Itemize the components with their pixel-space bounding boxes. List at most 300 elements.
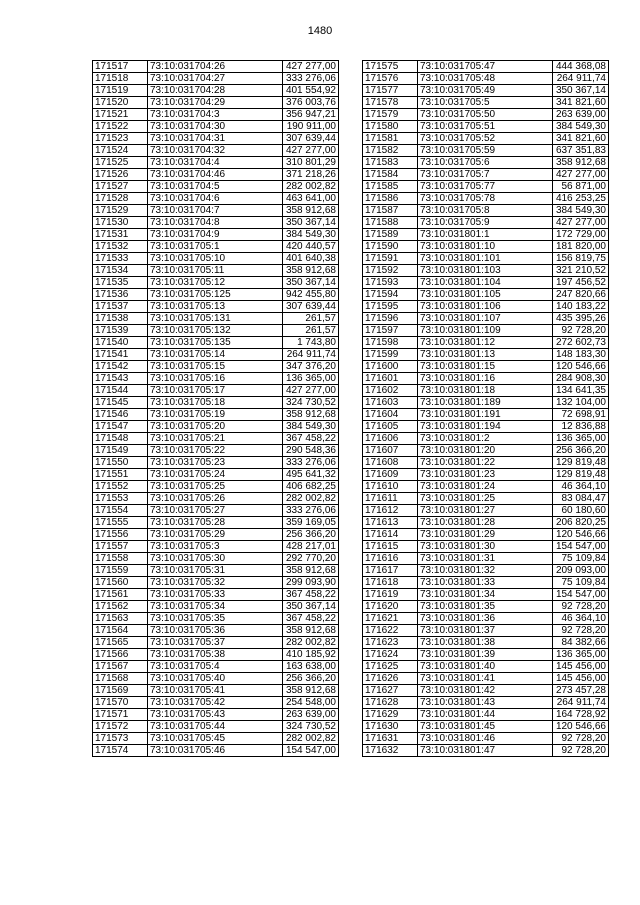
cadastral-number-cell: 73:10:031705:38 <box>148 649 283 661</box>
record-number-cell: 171537 <box>93 301 148 313</box>
cadastral-number-cell: 73:10:031704:9 <box>148 229 283 241</box>
record-number-cell: 171529 <box>93 205 148 217</box>
record-number-cell: 171559 <box>93 565 148 577</box>
cadastral-number-cell: 73:10:031801:109 <box>418 325 553 337</box>
cadastral-number-cell: 73:10:031705:4 <box>148 661 283 673</box>
table-row <box>93 121 339 133</box>
table-row <box>363 577 609 589</box>
record-number-cell: 171622 <box>363 625 418 637</box>
cadastral-number-cell: 73:10:031704:7 <box>148 205 283 217</box>
value-cell: 120 546,66 <box>553 721 609 733</box>
value-cell: 190 911,00 <box>283 121 339 133</box>
value-cell: 163 638,00 <box>283 661 339 673</box>
record-number-cell: 171603 <box>363 397 418 409</box>
table-row <box>363 673 609 685</box>
cadastral-number-cell: 73:10:031705:43 <box>148 709 283 721</box>
record-number-cell: 171569 <box>93 685 148 697</box>
value-cell: 384 549,30 <box>283 421 339 433</box>
record-number-cell: 171610 <box>363 481 418 493</box>
value-cell: 145 456,00 <box>553 673 609 685</box>
value-cell: 401 554,92 <box>283 85 339 97</box>
record-number-cell: 171525 <box>93 157 148 169</box>
value-cell: 264 911,74 <box>283 349 339 361</box>
record-number-cell: 171532 <box>93 241 148 253</box>
table-row <box>93 169 339 181</box>
table-row <box>93 529 339 541</box>
record-number-cell: 171629 <box>363 709 418 721</box>
table-row <box>363 685 609 697</box>
value-cell: 427 277,00 <box>283 145 339 157</box>
value-cell: 264 911,74 <box>553 73 609 85</box>
cadastral-number-cell: 73:10:031704:26 <box>148 61 283 73</box>
table-row <box>93 685 339 697</box>
table-row <box>93 433 339 445</box>
value-cell: 140 183,22 <box>553 301 609 313</box>
record-number-cell: 171553 <box>93 493 148 505</box>
cadastral-number-cell: 73:10:031705:27 <box>148 505 283 517</box>
table-row <box>93 397 339 409</box>
value-cell: 410 185,92 <box>283 649 339 661</box>
value-cell: 56 871,00 <box>553 181 609 193</box>
cadastral-number-cell: 73:10:031705:16 <box>148 373 283 385</box>
record-number-cell: 171549 <box>93 445 148 457</box>
cadastral-number-cell: 73:10:031801:31 <box>418 553 553 565</box>
value-cell: 264 911,74 <box>553 697 609 709</box>
cadastral-number-cell: 73:10:031705:18 <box>148 397 283 409</box>
cadastral-number-cell: 73:10:031801:24 <box>418 481 553 493</box>
value-cell: 92 728,20 <box>553 601 609 613</box>
record-number-cell: 171600 <box>363 361 418 373</box>
value-cell: 416 253,25 <box>553 193 609 205</box>
value-cell: 333 276,06 <box>283 73 339 85</box>
table-row <box>363 589 609 601</box>
cadastral-number-cell: 73:10:031705:32 <box>148 577 283 589</box>
table-row <box>363 61 609 73</box>
table-row <box>93 229 339 241</box>
value-cell: 367 458,22 <box>283 589 339 601</box>
table-row <box>93 469 339 481</box>
registry-table-right <box>362 60 609 757</box>
record-number-cell: 171542 <box>93 361 148 373</box>
record-number-cell: 171586 <box>363 193 418 205</box>
cadastral-number-cell: 73:10:031801:20 <box>418 445 553 457</box>
value-cell: 206 820,25 <box>553 517 609 529</box>
record-number-cell: 171591 <box>363 253 418 265</box>
cadastral-number-cell: 73:10:031704:30 <box>148 121 283 133</box>
cadastral-number-cell: 73:10:031705:135 <box>148 337 283 349</box>
table-row <box>363 433 609 445</box>
cadastral-number-cell: 73:10:031705:24 <box>148 469 283 481</box>
record-number-cell: 171628 <box>363 697 418 709</box>
table-row <box>93 157 339 169</box>
table-row <box>363 421 609 433</box>
record-number-cell: 171566 <box>93 649 148 661</box>
value-cell: 136 365,00 <box>553 433 609 445</box>
cadastral-number-cell: 73:10:031705:29 <box>148 529 283 541</box>
value-cell: 358 912,68 <box>283 565 339 577</box>
cadastral-number-cell: 73:10:031704:31 <box>148 133 283 145</box>
record-number-cell: 171602 <box>363 385 418 397</box>
table-row <box>363 373 609 385</box>
record-number-cell: 171612 <box>363 505 418 517</box>
record-number-cell: 171594 <box>363 289 418 301</box>
value-cell: 310 801,29 <box>283 157 339 169</box>
cadastral-number-cell: 73:10:031705:19 <box>148 409 283 421</box>
value-cell: 92 728,20 <box>553 733 609 745</box>
table-row <box>363 541 609 553</box>
value-cell: 256 366,20 <box>283 529 339 541</box>
record-number-cell: 171520 <box>93 97 148 109</box>
value-cell: 427 277,00 <box>553 217 609 229</box>
record-number-cell: 171615 <box>363 541 418 553</box>
cadastral-number-cell: 73:10:031705:51 <box>418 121 553 133</box>
table-row <box>363 253 609 265</box>
record-number-cell: 171547 <box>93 421 148 433</box>
cadastral-number-cell: 73:10:031705:59 <box>418 145 553 157</box>
cadastral-number-cell: 73:10:031801:22 <box>418 457 553 469</box>
record-number-cell: 171596 <box>363 313 418 325</box>
cadastral-number-cell: 73:10:031705:46 <box>148 745 283 757</box>
table-row <box>93 253 339 265</box>
record-number-cell: 171521 <box>93 109 148 121</box>
cadastral-number-cell: 73:10:031801:34 <box>418 589 553 601</box>
registry-table-left <box>92 60 339 757</box>
value-cell: 46 364,10 <box>553 613 609 625</box>
value-cell: 136 365,00 <box>553 649 609 661</box>
cadastral-number-cell: 73:10:031705:5 <box>418 97 553 109</box>
table-row <box>363 85 609 97</box>
record-number-cell: 171577 <box>363 85 418 97</box>
record-number-cell: 171626 <box>363 673 418 685</box>
cadastral-number-cell: 73:10:031801:30 <box>418 541 553 553</box>
record-number-cell: 171632 <box>363 745 418 757</box>
table-row <box>363 109 609 121</box>
value-cell: 197 456,52 <box>553 277 609 289</box>
cadastral-number-cell: 73:10:031801:18 <box>418 385 553 397</box>
cadastral-number-cell: 73:10:031705:20 <box>148 421 283 433</box>
table-row <box>363 157 609 169</box>
table-row <box>363 121 609 133</box>
record-number-cell: 171579 <box>363 109 418 121</box>
table-row <box>363 529 609 541</box>
record-number-cell: 171556 <box>93 529 148 541</box>
table-row <box>93 217 339 229</box>
record-number-cell: 171530 <box>93 217 148 229</box>
table-row <box>93 517 339 529</box>
value-cell: 420 440,57 <box>283 241 339 253</box>
cadastral-number-cell: 73:10:031705:25 <box>148 481 283 493</box>
value-cell: 83 084,47 <box>553 493 609 505</box>
value-cell: 435 395,26 <box>553 313 609 325</box>
record-number-cell: 171570 <box>93 697 148 709</box>
table-row <box>363 385 609 397</box>
value-cell: 376 003,76 <box>283 97 339 109</box>
cadastral-number-cell: 73:10:031705:48 <box>418 73 553 85</box>
table-row <box>93 541 339 553</box>
value-cell: 282 002,82 <box>283 733 339 745</box>
value-cell: 129 819,48 <box>553 469 609 481</box>
record-number-cell: 171598 <box>363 337 418 349</box>
table-row <box>363 241 609 253</box>
record-number-cell: 171578 <box>363 97 418 109</box>
record-number-cell: 171522 <box>93 121 148 133</box>
value-cell: 321 210,52 <box>553 265 609 277</box>
cadastral-number-cell: 73:10:031704:29 <box>148 97 283 109</box>
cadastral-number-cell: 73:10:031705:52 <box>418 133 553 145</box>
value-cell: 350 367,14 <box>283 277 339 289</box>
cadastral-number-cell: 73:10:031705:21 <box>148 433 283 445</box>
cadastral-number-cell: 73:10:031704:6 <box>148 193 283 205</box>
record-number-cell: 171595 <box>363 301 418 313</box>
cadastral-number-cell: 73:10:031801:47 <box>418 745 553 757</box>
record-number-cell: 171519 <box>93 85 148 97</box>
table-row <box>363 649 609 661</box>
value-cell: 358 912,68 <box>283 265 339 277</box>
value-cell: 256 366,20 <box>283 673 339 685</box>
cadastral-number-cell: 73:10:031801:107 <box>418 313 553 325</box>
value-cell: 356 947,21 <box>283 109 339 121</box>
cadastral-number-cell: 73:10:031705:6 <box>418 157 553 169</box>
table-row <box>93 565 339 577</box>
record-number-cell: 171545 <box>93 397 148 409</box>
cadastral-number-cell: 73:10:031705:131 <box>148 313 283 325</box>
cadastral-number-cell: 73:10:031705:49 <box>418 85 553 97</box>
value-cell: 384 549,30 <box>283 229 339 241</box>
value-cell: 495 641,32 <box>283 469 339 481</box>
value-cell: 261,57 <box>283 313 339 325</box>
record-number-cell: 171526 <box>93 169 148 181</box>
value-cell: 272 602,73 <box>553 337 609 349</box>
record-number-cell: 171552 <box>93 481 148 493</box>
value-cell: 181 820,00 <box>553 241 609 253</box>
cadastral-number-cell: 73:10:031801:42 <box>418 685 553 697</box>
cadastral-number-cell: 73:10:031705:15 <box>148 361 283 373</box>
cadastral-number-cell: 73:10:031801:29 <box>418 529 553 541</box>
record-number-cell: 171540 <box>93 337 148 349</box>
value-cell: 154 547,00 <box>283 745 339 757</box>
value-cell: 284 908,30 <box>553 373 609 385</box>
table-row <box>93 601 339 613</box>
table-row <box>93 349 339 361</box>
cadastral-number-cell: 73:10:031705:77 <box>418 181 553 193</box>
value-cell: 333 276,06 <box>283 457 339 469</box>
value-cell: 367 458,22 <box>283 433 339 445</box>
record-number-cell: 171605 <box>363 421 418 433</box>
value-cell: 282 002,82 <box>283 637 339 649</box>
record-number-cell: 171517 <box>93 61 148 73</box>
cadastral-number-cell: 73:10:031704:8 <box>148 217 283 229</box>
record-number-cell: 171548 <box>93 433 148 445</box>
record-number-cell: 171534 <box>93 265 148 277</box>
record-number-cell: 171624 <box>363 649 418 661</box>
record-number-cell: 171592 <box>363 265 418 277</box>
value-cell: 84 382,66 <box>553 637 609 649</box>
value-cell: 120 546,66 <box>553 529 609 541</box>
cadastral-number-cell: 73:10:031801:36 <box>418 613 553 625</box>
value-cell: 341 821,60 <box>553 97 609 109</box>
record-number-cell: 171531 <box>93 229 148 241</box>
value-cell: 60 180,60 <box>553 505 609 517</box>
cadastral-number-cell: 73:10:031801:32 <box>418 565 553 577</box>
cadastral-number-cell: 73:10:031801:38 <box>418 637 553 649</box>
table-row <box>363 721 609 733</box>
cadastral-number-cell: 73:10:031801:13 <box>418 349 553 361</box>
record-number-cell: 171623 <box>363 637 418 649</box>
table-row <box>93 421 339 433</box>
table-row <box>93 505 339 517</box>
cadastral-number-cell: 73:10:031705:11 <box>148 265 283 277</box>
value-cell: 145 456,00 <box>553 661 609 673</box>
value-cell: 307 639,44 <box>283 301 339 313</box>
record-number-cell: 171597 <box>363 325 418 337</box>
table-row <box>363 193 609 205</box>
cadastral-number-cell: 73:10:031705:3 <box>148 541 283 553</box>
record-number-cell: 171536 <box>93 289 148 301</box>
value-cell: 299 093,90 <box>283 577 339 589</box>
cadastral-number-cell: 73:10:031705:17 <box>148 385 283 397</box>
record-number-cell: 171554 <box>93 505 148 517</box>
table-row <box>363 733 609 745</box>
value-cell: 427 277,00 <box>283 61 339 73</box>
table-row <box>363 133 609 145</box>
cadastral-number-cell: 73:10:031801:103 <box>418 265 553 277</box>
record-number-cell: 171584 <box>363 169 418 181</box>
cadastral-number-cell: 73:10:031705:33 <box>148 589 283 601</box>
record-number-cell: 171541 <box>93 349 148 361</box>
table-row <box>93 109 339 121</box>
value-cell: 154 547,00 <box>553 589 609 601</box>
value-cell: 120 546,66 <box>553 361 609 373</box>
cadastral-number-cell: 73:10:031705:45 <box>148 733 283 745</box>
table-row <box>363 289 609 301</box>
table-row <box>363 301 609 313</box>
record-number-cell: 171627 <box>363 685 418 697</box>
cadastral-number-cell: 73:10:031705:37 <box>148 637 283 649</box>
record-number-cell: 171550 <box>93 457 148 469</box>
record-number-cell: 171523 <box>93 133 148 145</box>
cadastral-number-cell: 73:10:031705:36 <box>148 625 283 637</box>
value-cell: 92 728,20 <box>553 325 609 337</box>
table-row <box>93 613 339 625</box>
record-number-cell: 171607 <box>363 445 418 457</box>
cadastral-number-cell: 73:10:031704:3 <box>148 109 283 121</box>
record-number-cell: 171630 <box>363 721 418 733</box>
record-number-cell: 171606 <box>363 433 418 445</box>
table-row <box>93 301 339 313</box>
record-number-cell: 171601 <box>363 373 418 385</box>
record-number-cell: 171560 <box>93 577 148 589</box>
cadastral-number-cell: 73:10:031704:5 <box>148 181 283 193</box>
table-row <box>363 205 609 217</box>
record-number-cell: 171535 <box>93 277 148 289</box>
cadastral-number-cell: 73:10:031801:2 <box>418 433 553 445</box>
cadastral-number-cell: 73:10:031705:14 <box>148 349 283 361</box>
value-cell: 358 912,68 <box>283 205 339 217</box>
table-row <box>363 709 609 721</box>
cadastral-number-cell: 73:10:031801:1 <box>418 229 553 241</box>
cadastral-number-cell: 73:10:031801:45 <box>418 721 553 733</box>
record-number-cell: 171583 <box>363 157 418 169</box>
record-number-cell: 171582 <box>363 145 418 157</box>
record-number-cell: 171621 <box>363 613 418 625</box>
record-number-cell: 171573 <box>93 733 148 745</box>
value-cell: 263 639,00 <box>283 709 339 721</box>
table-row <box>363 469 609 481</box>
cadastral-number-cell: 73:10:031705:1 <box>148 241 283 253</box>
record-number-cell: 171567 <box>93 661 148 673</box>
record-number-cell: 171574 <box>93 745 148 757</box>
value-cell: 324 730,52 <box>283 721 339 733</box>
value-cell: 1 743,80 <box>283 337 339 349</box>
cadastral-number-cell: 73:10:031801:16 <box>418 373 553 385</box>
table-row <box>363 397 609 409</box>
table-row <box>93 721 339 733</box>
value-cell: 324 730,52 <box>283 397 339 409</box>
record-number-cell: 171618 <box>363 577 418 589</box>
cadastral-number-cell: 73:10:031705:78 <box>418 193 553 205</box>
cadastral-number-cell: 73:10:031801:101 <box>418 253 553 265</box>
cadastral-number-cell: 73:10:031801:25 <box>418 493 553 505</box>
value-cell: 637 351,83 <box>553 145 609 157</box>
record-number-cell: 171533 <box>93 253 148 265</box>
record-number-cell: 171527 <box>93 181 148 193</box>
table-row <box>363 325 609 337</box>
value-cell: 164 728,92 <box>553 709 609 721</box>
value-cell: 282 002,82 <box>283 493 339 505</box>
value-cell: 92 728,20 <box>553 745 609 757</box>
table-row <box>363 313 609 325</box>
record-number-cell: 171608 <box>363 457 418 469</box>
table-row <box>93 457 339 469</box>
record-number-cell: 171588 <box>363 217 418 229</box>
value-cell: 358 912,68 <box>283 685 339 697</box>
record-number-cell: 171604 <box>363 409 418 421</box>
value-cell: 12 836,88 <box>553 421 609 433</box>
cadastral-number-cell: 73:10:031801:33 <box>418 577 553 589</box>
cadastral-number-cell: 73:10:031801:35 <box>418 601 553 613</box>
record-number-cell: 171611 <box>363 493 418 505</box>
cadastral-number-cell: 73:10:031801:191 <box>418 409 553 421</box>
cadastral-number-cell: 73:10:031801:10 <box>418 241 553 253</box>
table-row <box>363 457 609 469</box>
value-cell: 307 639,44 <box>283 133 339 145</box>
record-number-cell: 171613 <box>363 517 418 529</box>
value-cell: 406 682,25 <box>283 481 339 493</box>
cadastral-number-cell: 73:10:031704:4 <box>148 157 283 169</box>
cadastral-number-cell: 73:10:031705:28 <box>148 517 283 529</box>
cadastral-number-cell: 73:10:031801:43 <box>418 697 553 709</box>
record-number-cell: 171609 <box>363 469 418 481</box>
value-cell: 371 218,26 <box>283 169 339 181</box>
table-row <box>93 373 339 385</box>
value-cell: 129 819,48 <box>553 457 609 469</box>
table-row <box>363 493 609 505</box>
value-cell: 92 728,20 <box>553 625 609 637</box>
value-cell: 263 639,00 <box>553 109 609 121</box>
record-number-cell: 171625 <box>363 661 418 673</box>
value-cell: 350 367,14 <box>283 217 339 229</box>
cadastral-number-cell: 73:10:031801:27 <box>418 505 553 517</box>
value-cell: 282 002,82 <box>283 181 339 193</box>
table-row <box>93 745 339 757</box>
value-cell: 209 093,00 <box>553 565 609 577</box>
table-row <box>93 289 339 301</box>
record-number-cell: 171565 <box>93 637 148 649</box>
table-row <box>363 217 609 229</box>
table-row <box>93 97 339 109</box>
table-row <box>363 565 609 577</box>
table-row <box>93 589 339 601</box>
